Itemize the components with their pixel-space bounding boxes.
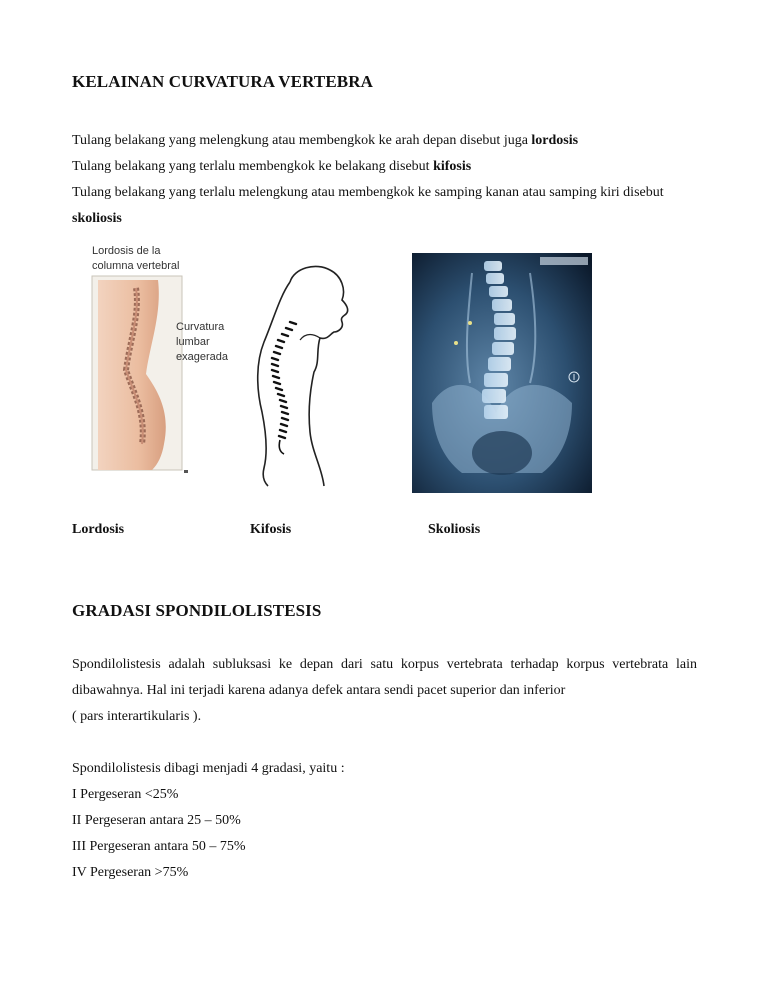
lordosis-note-3: exagerada: [176, 351, 228, 363]
lordosis-illustration: [88, 240, 228, 490]
definition-lordosis: [72, 128, 702, 154]
section-title-curvatura: KELAINAN CURVATURA VERTEBRA: [72, 72, 373, 91]
spondilolistesis-paragraph-end: ( pars interartikularis ).: [72, 709, 202, 724]
term-lordosis: lordosis: [531, 133, 579, 148]
section-title-spondilolistesis: GRADASI SPONDILOLISTESIS: [72, 601, 322, 620]
spondilolistesis-paragraph: Spondilolistesis adalah subluksasi ke depan dari satu korpus vertebrata terhadap korpus vertebrata lain dibawahnya. Hal ini terjadi karena adanya defek antara sendi pacet superior dan inferior: [72, 657, 697, 698]
grade-item: II Pergeseran antara 25 – 50%: [72, 813, 241, 828]
skoliosis-xray-image: [412, 253, 592, 493]
definition-skoliosis: [72, 180, 702, 206]
grade-item: I Pergeseran <25%: [72, 787, 179, 802]
term-kifosis: kifosis: [433, 159, 472, 174]
grades-intro: Spondilolistesis dibagi menjadi 4 gradasi, yaitu :: [72, 761, 345, 776]
grade-item: IV Pergeseran >75%: [72, 865, 189, 880]
caption-lordosis: Lordosis: [72, 522, 125, 537]
kifosis-illustration: [250, 262, 360, 487]
lordosis-figure-label-2: columna vertebral: [92, 260, 180, 272]
definition-text: Tulang belakang yang terlalu membengkok ke belakang disebut: [72, 159, 434, 174]
definition-text: Tulang belakang yang terlalu melengkung atau membengkok ke samping kanan atau samping kiri disebut: [72, 185, 664, 200]
definition-kifosis: [72, 154, 702, 180]
lordosis-note-2: lumbar: [176, 336, 210, 348]
lordosis-note-1: Curvatura: [176, 321, 225, 333]
grade-item: III Pergeseran antara 50 – 75%: [72, 839, 246, 854]
lordosis-figure-label-1: Lordosis de la: [92, 245, 161, 257]
lordosis-body-image: [88, 274, 188, 490]
term-skoliosis: skoliosis: [72, 211, 122, 226]
definition-text: Tulang belakang yang melengkung atau membengkok ke arah depan disebut juga: [72, 133, 532, 148]
caption-skoliosis: Skoliosis: [428, 522, 481, 537]
caption-kifosis: Kifosis: [250, 522, 292, 537]
